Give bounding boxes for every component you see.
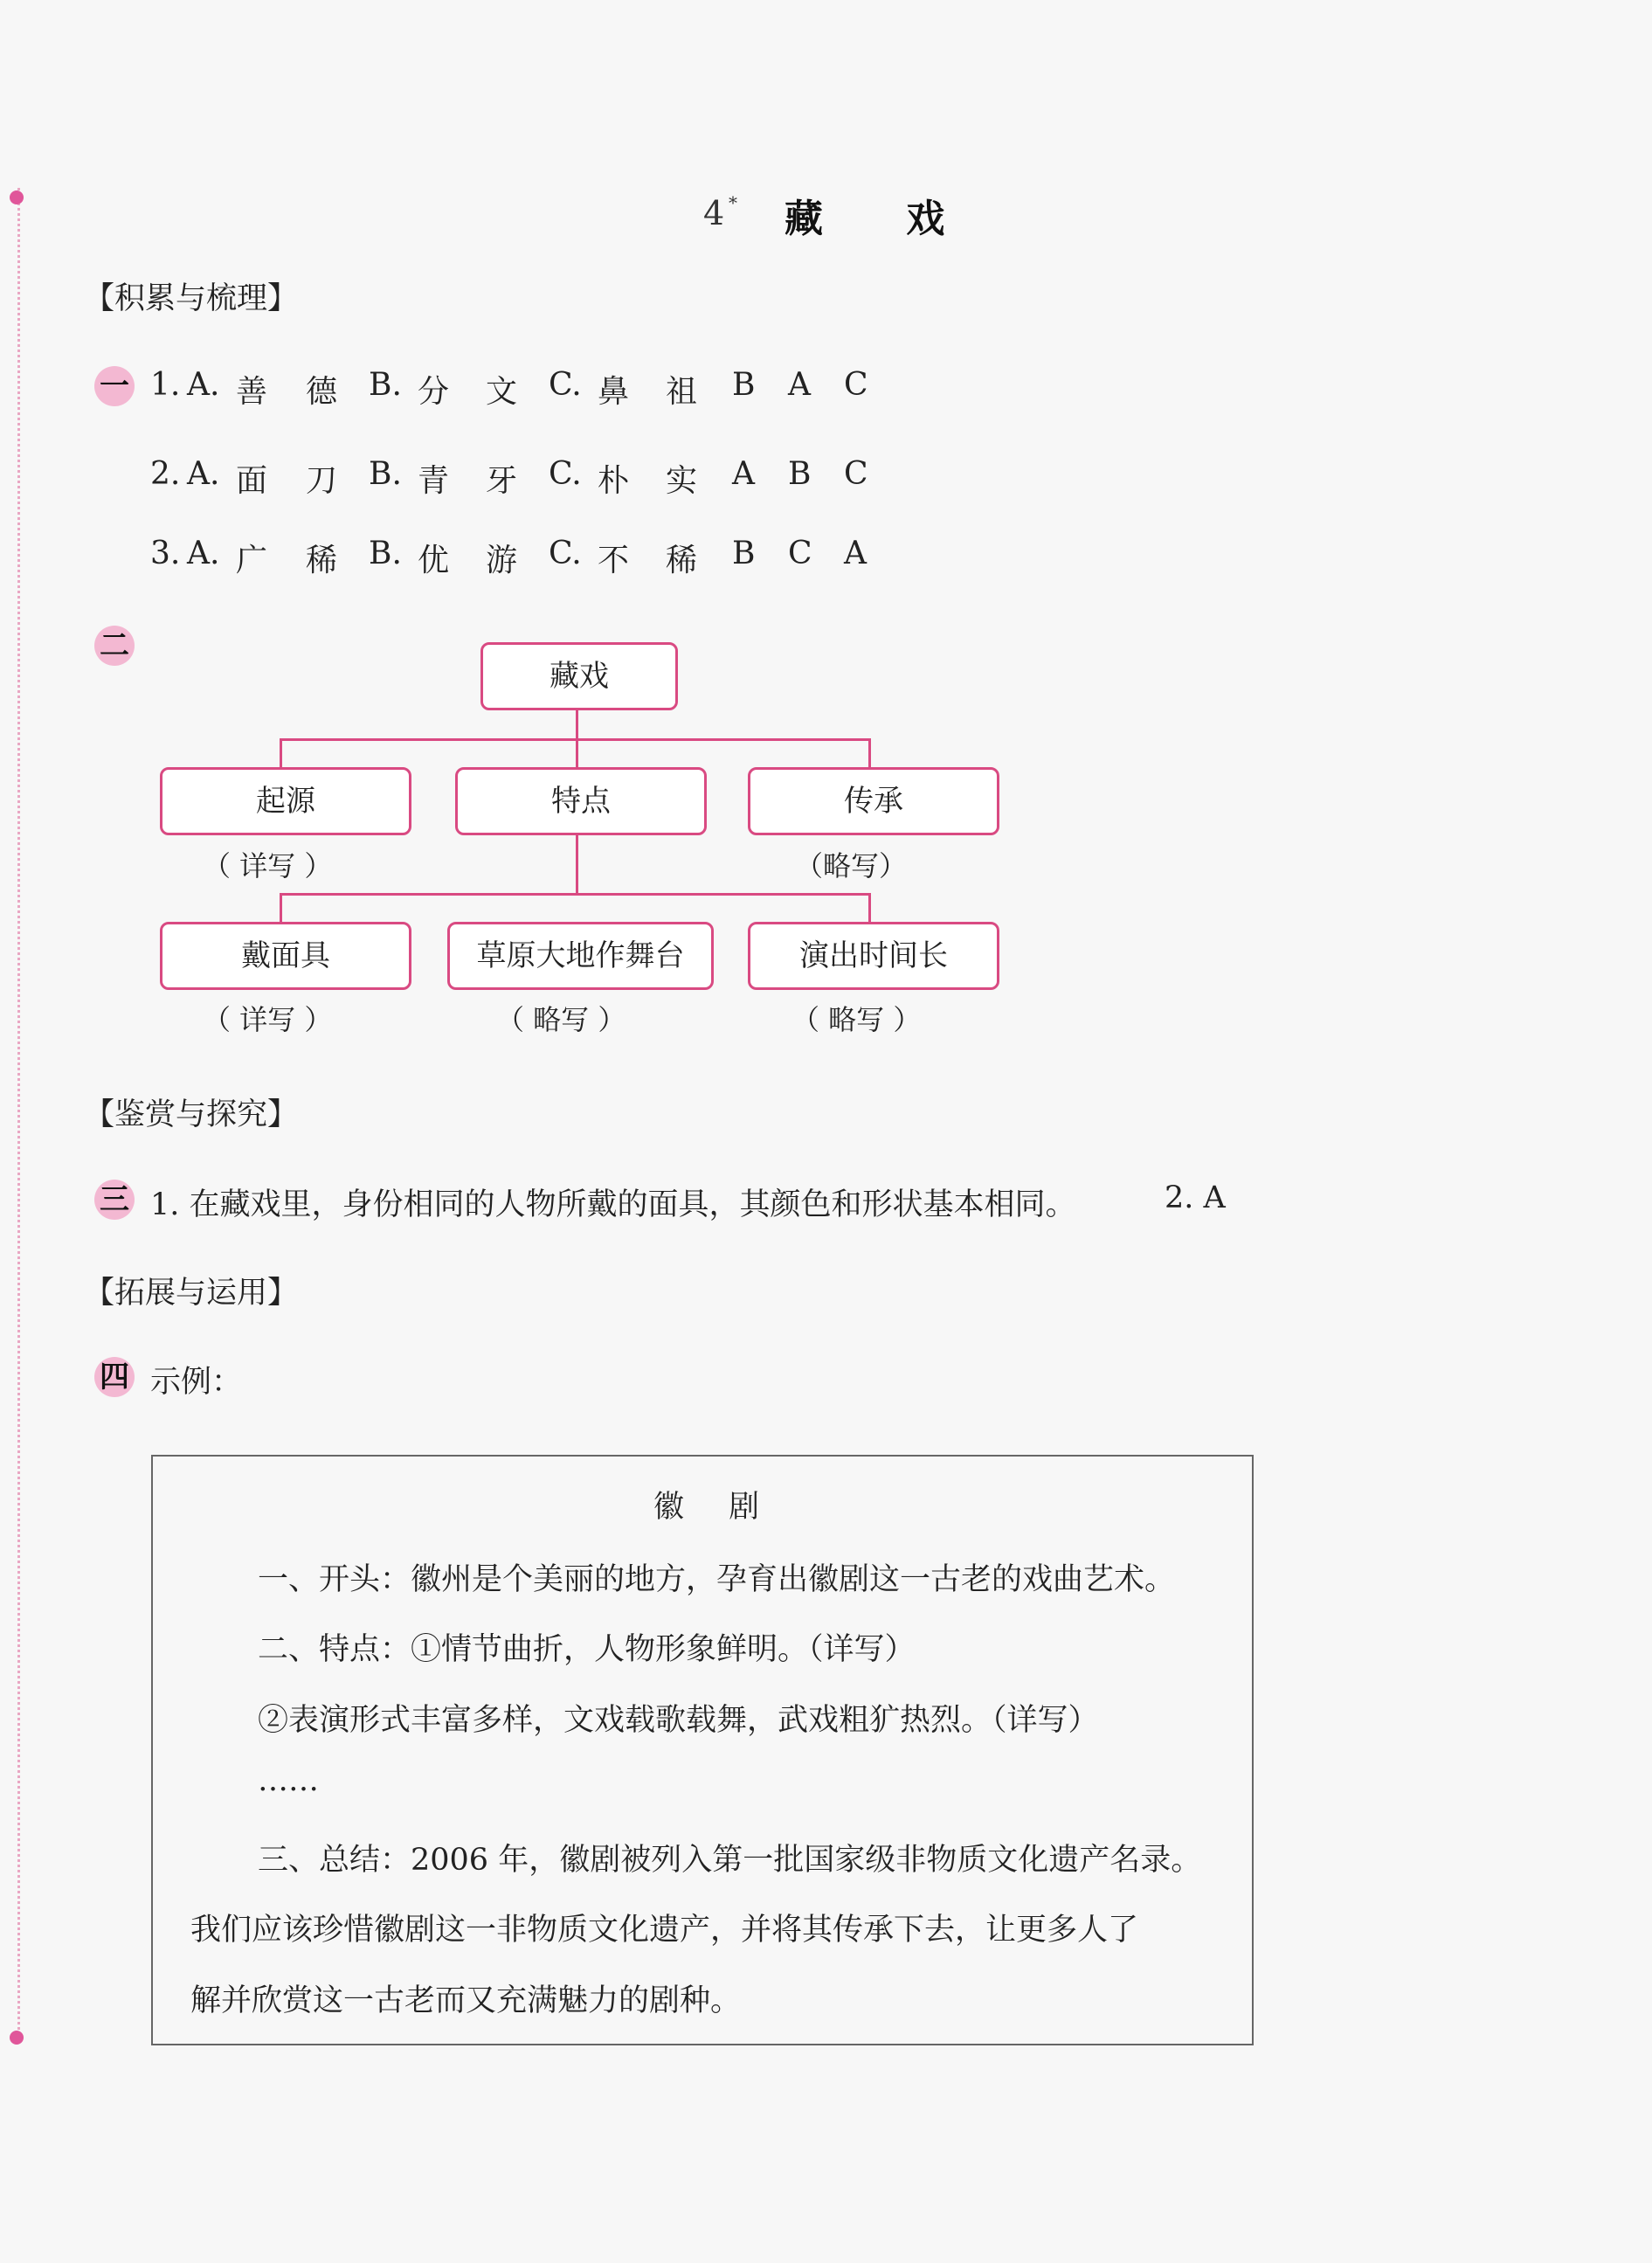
example-title: 徽 剧 [653,1490,778,1525]
option-a: A. [187,536,220,571]
option-c-char2: 实 [666,463,698,499]
connector [576,738,578,769]
choice-1: B [732,536,756,571]
diagram-node-duration: 演出时间长 [748,922,999,990]
note-masks: （ 详写 ） [203,1003,333,1036]
connector [868,738,871,769]
option-a-char2: 刀 [306,463,338,499]
option-c-char1: 鼻 [598,374,630,410]
example-line-summary-end: 解并欣赏这一古老而又充满魅力的剧种。 [190,1983,742,2018]
example-outline-box [151,1455,1254,2045]
q3-answer-2: 2. A [1165,1180,1226,1215]
option-b-char2: 文 [486,374,518,410]
choice-2: B [788,456,812,492]
option-c: C. [549,536,582,571]
option-c: C. [549,367,582,403]
option-b: B. [369,367,402,403]
q3-answer-1: 1. 在藏戏里，身份相同的人物所戴的面具，其颜色和形状基本相同。 [150,1187,1076,1222]
option-b-char1: 优 [418,543,450,578]
option-b-char1: 青 [418,463,450,499]
choice-1: A [732,456,755,492]
connector [576,834,578,896]
choice-3: C [844,367,868,403]
lesson-title: 藏 戏 [785,197,980,241]
example-line-feature-2: ②表演形式丰富多样，文戏载歌载舞，武戏粗犷热烈。（详写） [258,1703,1099,1738]
question-mark-3: 三 [94,1180,135,1220]
connector [576,709,578,739]
option-b: B. [369,456,402,492]
row-number: 1. [150,367,181,403]
option-a-char2: 德 [306,374,338,410]
option-b-char2: 牙 [486,463,518,499]
option-a-char1: 面 [236,463,268,499]
choice-3: A [844,536,867,571]
connector [868,893,871,924]
note-duration: （ 略写 ） [791,1003,922,1036]
question-mark-1: 一 [94,366,135,406]
lesson-star: * [729,192,737,213]
question-mark-2: 二 [94,626,135,666]
option-a: A. [187,367,220,403]
note-heritage: （略写） [795,849,908,882]
option-a-char2: 稀 [306,543,338,578]
choice-2: A [788,367,811,403]
diagram-node-features: 特点 [455,767,707,835]
diagram-root-node: 藏戏 [480,642,678,710]
option-c-char1: 不 [598,543,630,578]
example-line-summary-cont: 我们应该珍惜徽剧这一非物质文化遗产，并将其传承下去，让更多人了 [190,1913,1139,1948]
q4-intro: 示例： [150,1365,243,1400]
connector [280,893,871,896]
connector [280,738,282,769]
option-c-char2: 祖 [666,374,698,410]
option-c-char1: 朴 [598,463,630,499]
option-c: C. [549,456,582,492]
example-line-opening: 一、开头：徽州是个美丽的地方，孕育出徽剧这一古老的戏曲艺术。 [258,1562,1176,1597]
option-b-char1: 分 [418,374,450,410]
option-a-char1: 广 [236,543,268,578]
margin-dot [10,190,24,204]
diagram-node-stage: 草原大地作舞台 [447,922,714,990]
margin-dot [10,2031,24,2045]
row-number: 2. [150,456,181,492]
choice-2: C [788,536,812,571]
binding-margin [17,188,20,2040]
question-mark-4: 四 [94,1357,135,1397]
note-stage: （ 略写 ） [496,1003,626,1036]
option-b-char2: 游 [486,543,518,578]
example-line-summary: 三、总结：2006 年，徽剧被列入第一批国家级非物质文化遗产名录。 [258,1843,1202,1878]
section-heading-accumulate: 【积累与梳理】 [84,281,299,316]
option-b: B. [369,536,402,571]
option-c-char2: 稀 [666,543,698,578]
option-a: A. [187,456,220,492]
section-heading-extend: 【拓展与运用】 [84,1276,299,1311]
diagram-node-origin: 起源 [160,767,411,835]
diagram-node-heritage: 传承 [748,767,999,835]
option-a-char1: 善 [236,374,268,410]
note-origin: （ 详写 ） [203,849,333,882]
example-line-ellipsis: …… [258,1763,319,1798]
example-line-feature-1: 二、特点：①情节曲折，人物形象鲜明。（详写） [258,1632,916,1667]
lesson-number: 4 [703,194,725,232]
section-heading-appreciate: 【鉴赏与探究】 [84,1097,299,1132]
choice-1: B [732,367,756,403]
row-number: 3. [150,536,181,571]
choice-3: C [844,456,868,492]
connector [280,893,282,924]
diagram-node-masks: 戴面具 [160,922,411,990]
